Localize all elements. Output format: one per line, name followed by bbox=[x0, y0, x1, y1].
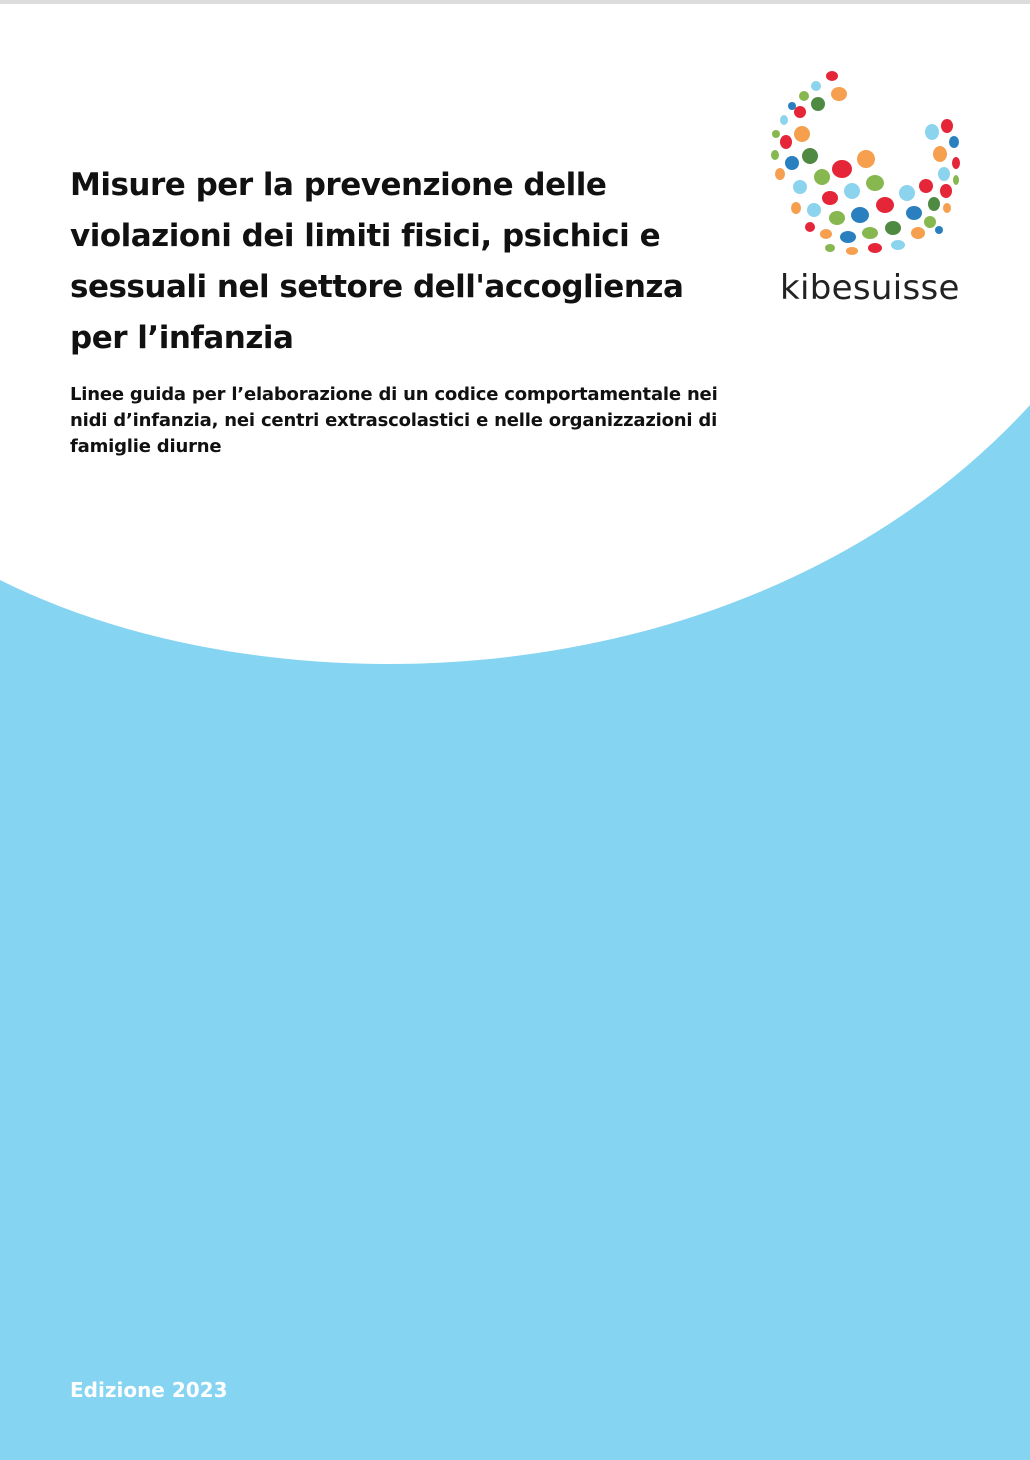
edition-label: Edizione 2023 bbox=[70, 1378, 228, 1402]
brand-name: kibesuisse bbox=[780, 268, 960, 308]
kibesuisse-logo bbox=[760, 62, 980, 312]
dotted-circle-logo-icon bbox=[760, 62, 980, 262]
document-subtitle: Linee guida per l’elaborazione di un codice comportamentale nei nidi d’infanzia, nei centri extrascolastici e nelle organizzazioni di famiglie diurne bbox=[70, 384, 718, 457]
document-title: Misure per la prevenzione delle violazioni dei limiti fisici, psichici e sessuali nel settore dell'accoglienza per l’infanzia bbox=[70, 167, 684, 356]
